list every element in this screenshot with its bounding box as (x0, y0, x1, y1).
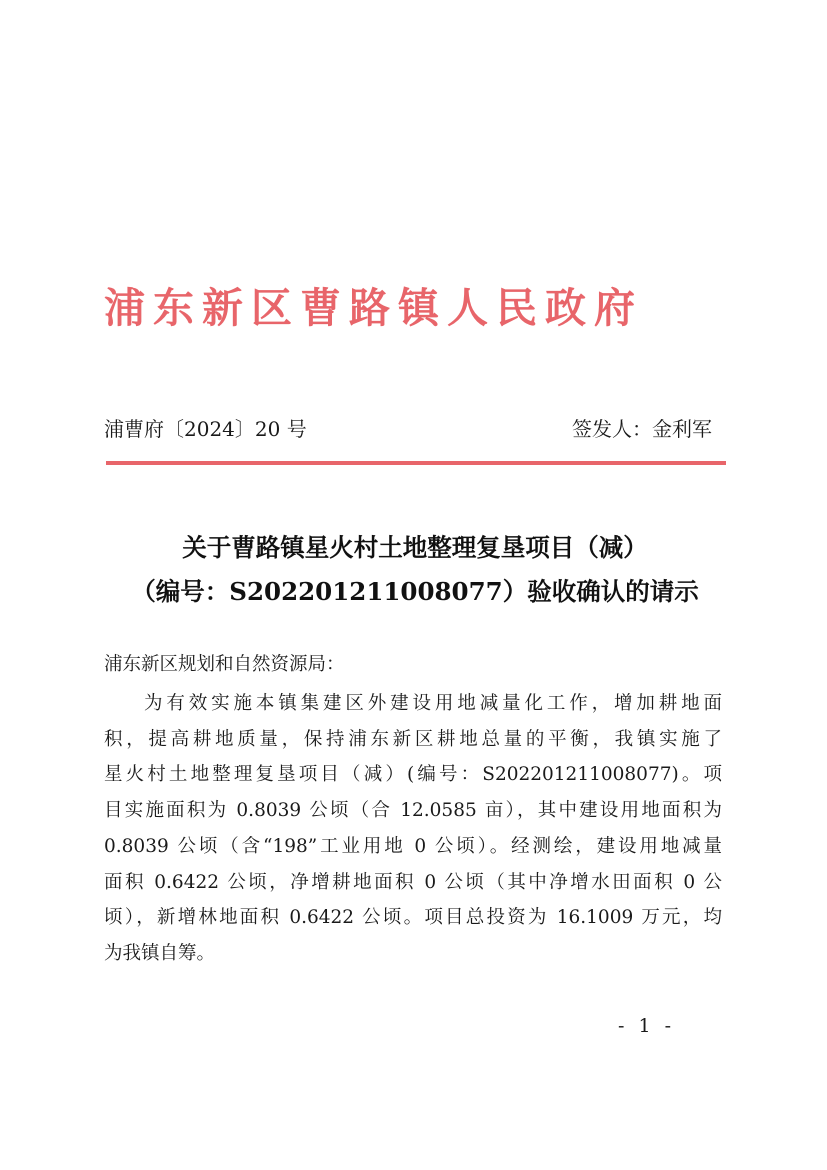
signer: 签发人：金利军 (572, 417, 712, 441)
body-line-3: 星火村土地整理复垦项目（减）(编号：S202201211008077)。项 (104, 764, 722, 786)
recipient: 浦东新区规划和自然资源局： (104, 654, 345, 675)
body-line-5: 0.8039 公顷（含“198”工业用地 0 公顷）。经测绘，建设用地减量 (104, 835, 722, 857)
issuing-authority-title: 浦东新区曹路镇人民政府 (104, 284, 643, 332)
body-paragraph (104, 686, 722, 972)
body-line-7: 顷），新增林地面积 0.6422 公顷。项目总投资为 16.1009 万元，均 (104, 907, 722, 929)
body-line-6: 面积 0.6422 公顷，净增耕地面积 0 公顷（其中净增水田面积 0 公 (104, 871, 722, 893)
title-line-2: （编号：S202201211008077）验收确认的请示 (131, 577, 699, 606)
body-line-8: 为我镇自筹。 (104, 942, 216, 964)
page-number: - 1 - (618, 1015, 676, 1037)
body-line-2: 积，提高耕地质量，保持浦东新区耕地总量的平衡，我镇实施了 (104, 728, 722, 750)
document-title (90, 526, 740, 614)
title-line-1: 关于曹路镇星火村土地整理复垦项目（减） (182, 533, 648, 562)
document-number: 浦曹府〔2024〕20 号 (104, 417, 307, 441)
red-divider-line (106, 461, 726, 465)
body-line-4: 目实施面积为 0.8039 公顷（合 12.0585 亩），其中建设用地面积为 (104, 800, 722, 822)
body-line-1: 为有效实施本镇集建区外建设用地减量化工作，增加耕地面 (144, 693, 722, 714)
